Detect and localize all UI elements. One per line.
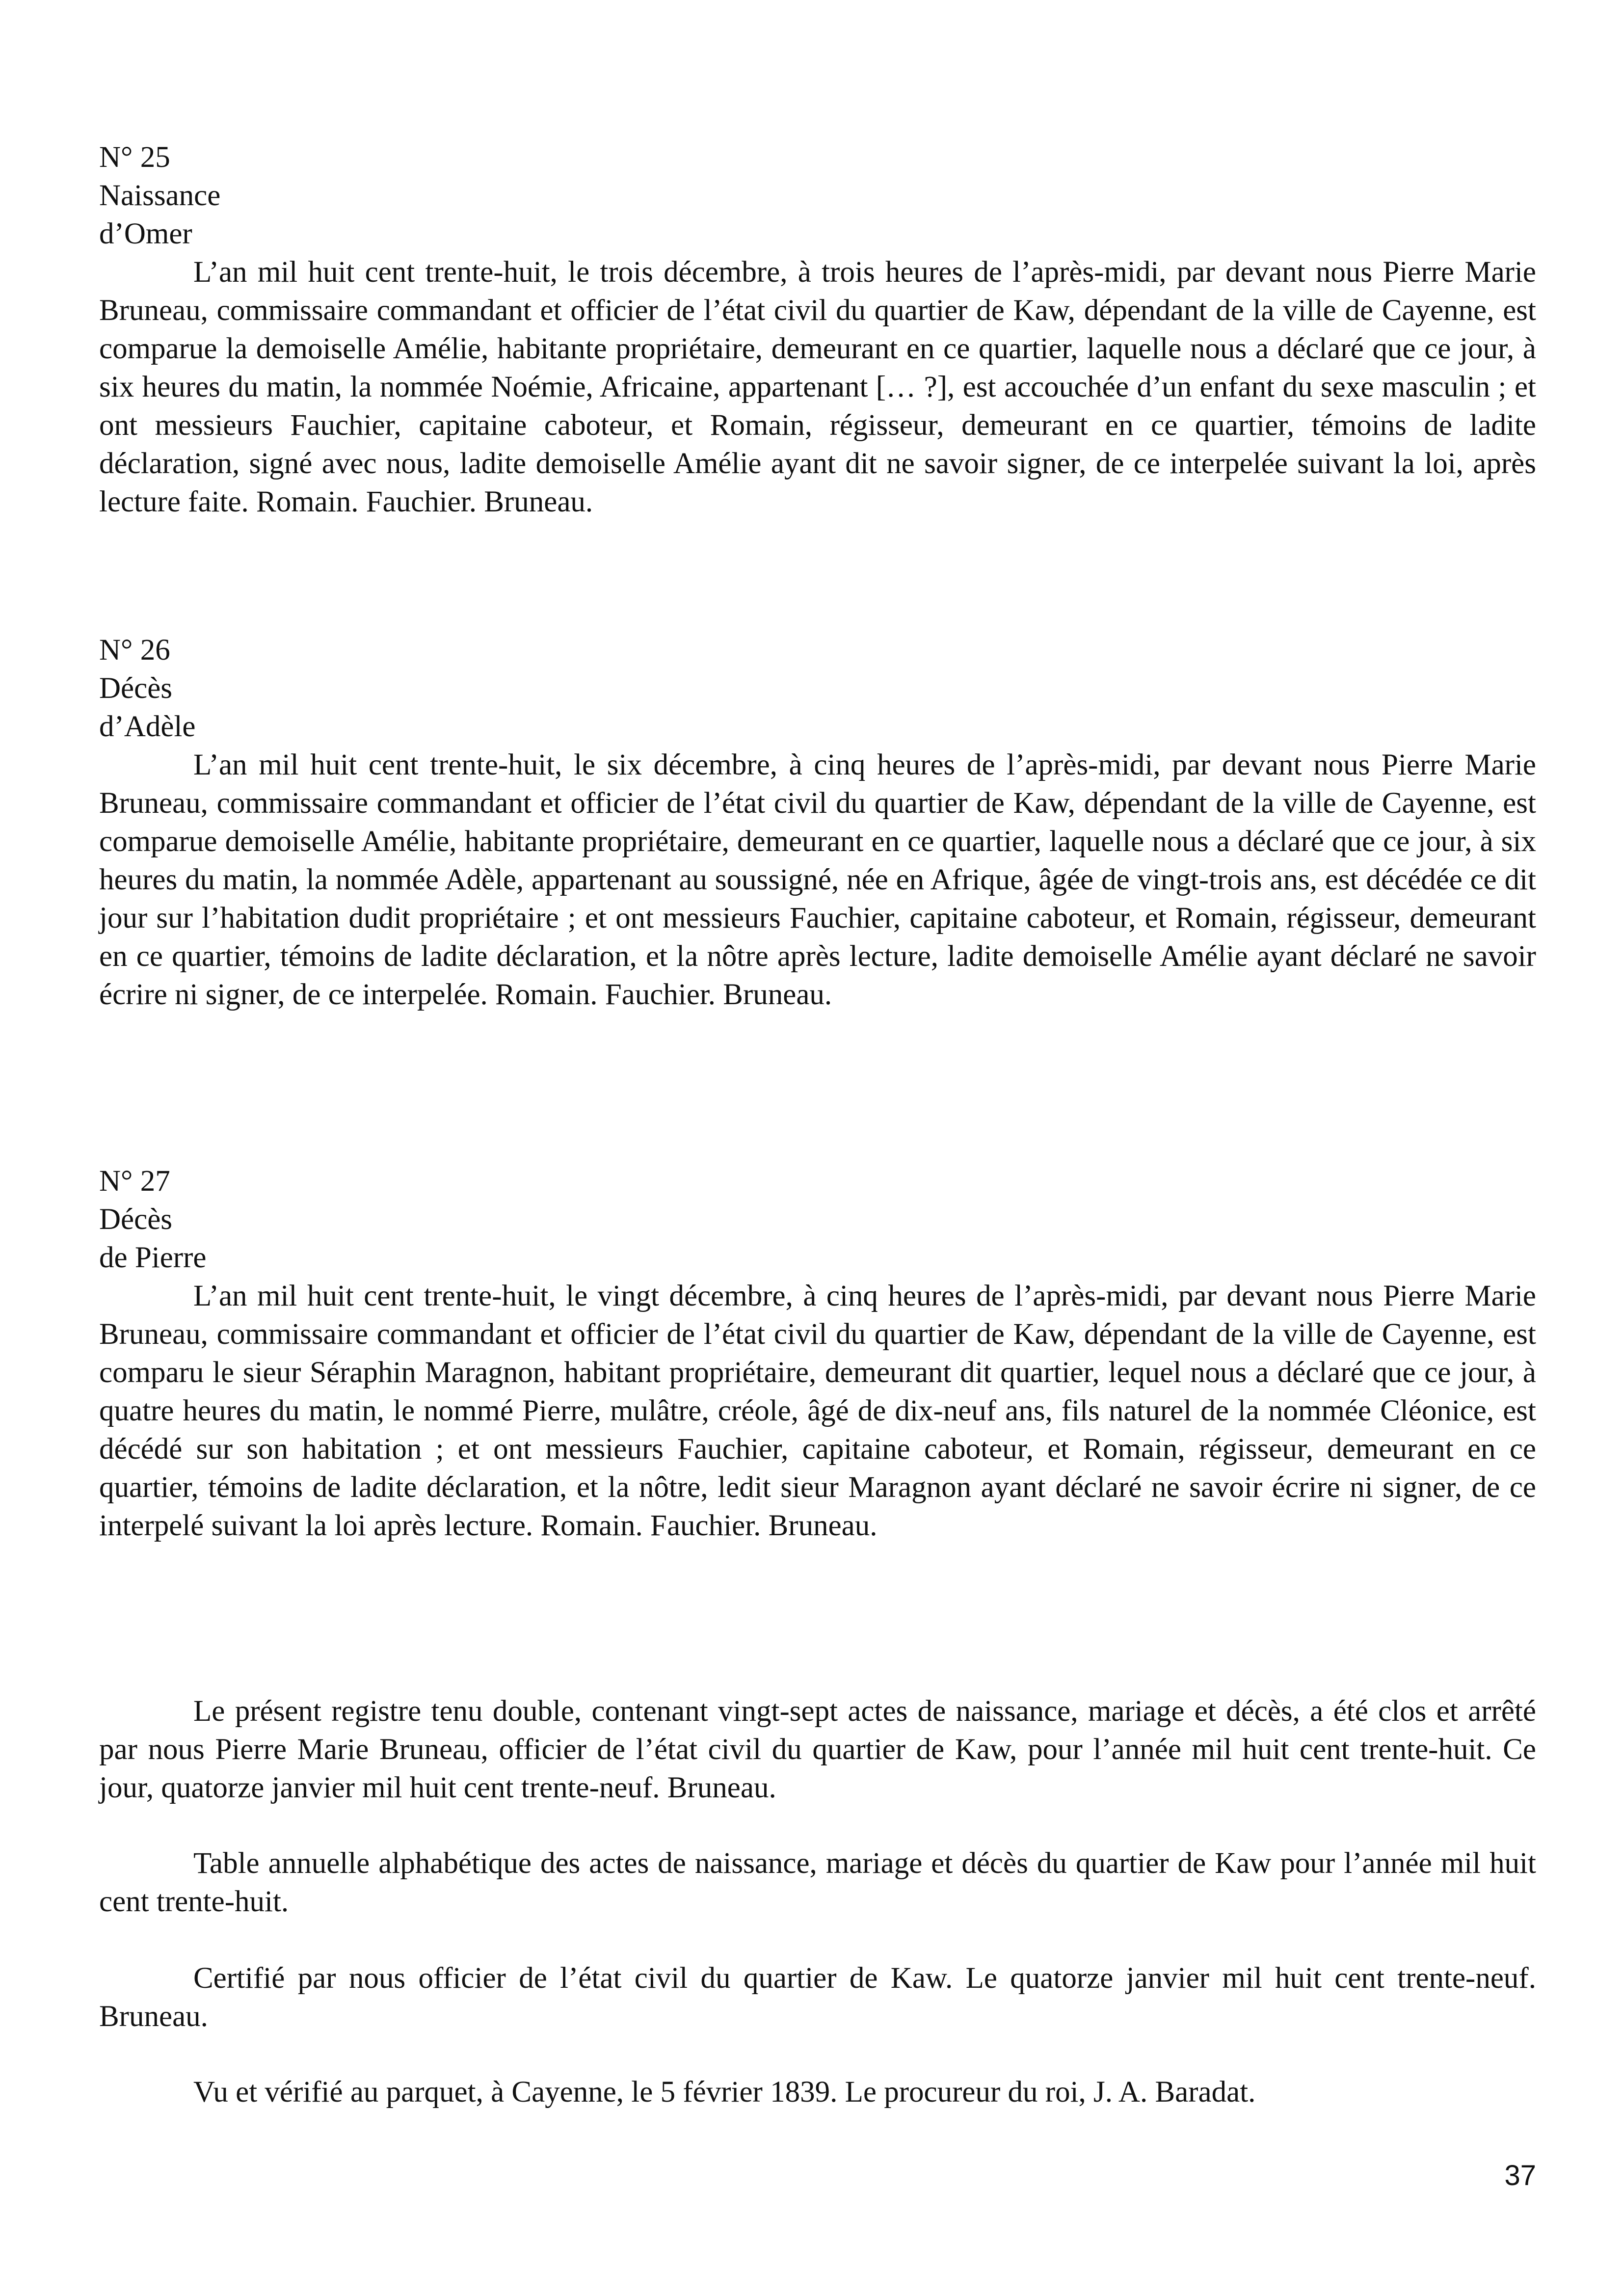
entry-subject: d’Omer [99, 217, 192, 250]
entry-text: L’an mil huit cent trente-huit, le six décembre, à cinq heures de l’après-midi, par devant nous Pierre Marie Bruneau, commissaire commandant et officier de l’état civil du quartier de Kaw, dépendant de la ville de Cayenne, est comparue demoiselle Amélie, habitante propriétaire, demeurant en ce quartier, laquelle nous a déclaré que ce jour, à six heures du matin, la nommée Adèle, appartenant au soussigné, née en Afrique, âgée de vingt-trois ans, est décédée ce dit jour sur l’habitation dudit propriétaire ; et ont messieurs Fauchier, capitaine caboteur, et Romain, régisseur, demeurant en ce quartier, témoins de ladite déclaration, et la nôtre après lecture, ladite demoiselle Amélie ayant déclaré ne savoir écrire ni signer, de ce interpelée. Romain. Fauchier. Bruneau. [99, 748, 1536, 1011]
entry-number: N° 27 [99, 1165, 170, 1198]
entry-subject: d’Adèle [99, 710, 196, 743]
entry-subject: de Pierre [99, 1241, 207, 1274]
entry-type: Décès [99, 672, 173, 705]
certification-paragraph: Certifié par nous officier de l’état civil du quartier de Kaw. Le quatorze janvier mil huit cent trente-neuf. Bruneau. [99, 1962, 1536, 2033]
entry-number: N° 25 [99, 141, 170, 174]
closing-paragraph: Le présent registre tenu double, contenant vingt-sept actes de naissance, mariage et décès, a été clos et arrêté par nous Pierre Marie Bruneau, officier de l’état civil du quartier de Kaw, pour l’année mil huit cent trente-huit. Ce jour, quatorze janvier mil huit cent trente-neuf. Bruneau. [99, 1695, 1536, 1804]
entry-text: L’an mil huit cent trente-huit, le vingt décembre, à cinq heures de l’après-midi, par devant nous Pierre Marie Bruneau, commissaire commandant et officier de l’état civil du quartier de Kaw, dépendant de la ville de Cayenne, est comparu le sieur Séraphin Maragnon, habitant propriétaire, demeurant dit quartier, lequel nous a déclaré que ce jour, à quatre heures du matin, le nommé Pierre, mulâtre, créole, âgé de dix-neuf ans, fils naturel de la nommée Cléonice, est décédé sur son habitation ; et ont messieurs Fauchier, capitaine caboteur, et Romain, régisseur, demeurant en ce quartier, témoins de ladite déclaration, et la nôtre, ledit sieur Maragnon ayant déclaré ne savoir écrire ni signer, de ce interpelé suivant la loi après lecture. Romain. Fauchier. Bruneau. [99, 1280, 1536, 1542]
entry-type: Naissance [99, 179, 221, 212]
verification-paragraph: Vu et vérifié au parquet, à Cayenne, le 5 février 1839. Le procureur du roi, J. A. Baradat. [193, 2076, 1256, 2109]
entry-type: Décès [99, 1203, 173, 1236]
entry-25 [99, 138, 1536, 521]
entry-27 [99, 1162, 1536, 1545]
entry-number: N° 26 [99, 634, 170, 667]
entry-text: L’an mil huit cent trente-huit, le trois décembre, à trois heures de l’après-midi, par devant nous Pierre Marie Bruneau, commissaire commandant et officier de l’état civil du quartier de Kaw, dépendant de la ville de Cayenne, est comparue la demoiselle Amélie, habitante propriétaire, demeurant en ce quartier, laquelle nous a déclaré que ce jour, à six heures du matin, la nommée Noémie, Africaine, appartenant [… ?], est accouchée d’un enfant du sexe masculin ; et ont messieurs Fauchier, capitaine caboteur, et Romain, régisseur, demeurant en ce quartier, témoins de ladite déclaration, signé avec nous, ladite demoiselle Amélie ayant dit ne savoir signer, de ce interpelée suivant la loi, après lecture faite. Romain. Fauchier. Bruneau. [99, 256, 1536, 518]
entry-26 [99, 631, 1536, 1014]
page-number: 37 [1504, 2160, 1536, 2191]
table-paragraph: Table annuelle alphabétique des actes de naissance, mariage et décès du quartier de Kaw pour l’année mil huit cent trente-huit. [99, 1847, 1536, 1918]
